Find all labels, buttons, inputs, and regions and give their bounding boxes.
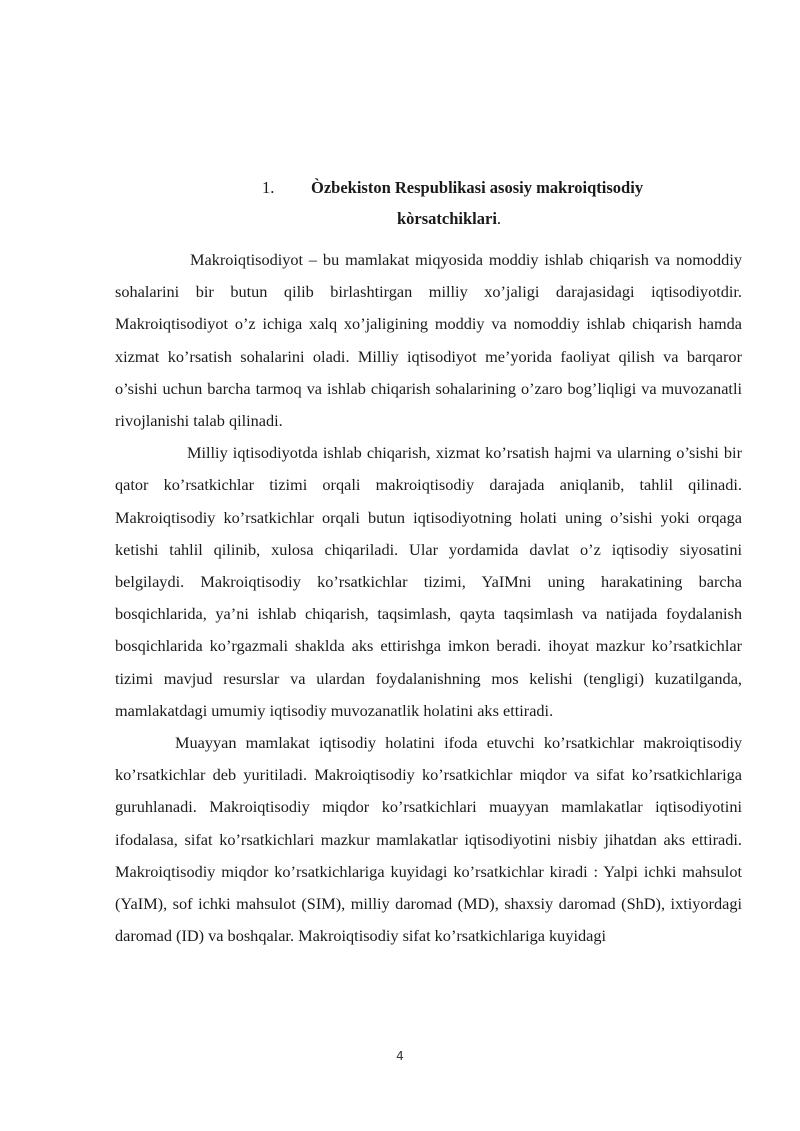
section-title-line2	[397, 203, 501, 234]
page-number: 4	[396, 1049, 404, 1063]
section-title-line2-text: kòrsatchiklari	[397, 209, 497, 228]
section-title-period: .	[496, 209, 502, 228]
paragraph-1: Makroiqtisodiyot – bu mamlakat miqyosida moddiy ishlab chiqarish va nomoddiy sohalarini bir butun qilib birlashtirgan milliy xo’jaligi darajasidagi iqtisodiyotdir. Makroiqtisodiyot o’z ichiga xalq xo’jaligining moddiy va nomoddiy ishlab chiqarish hamda xizmat ko’rsatish sohalarini oladi. Milliy iqtisodiyot me’yorida faoliyat qilish va barqaror o’sishi uchun barcha tarmoq va ishlab chiqarish sohalarining o’zaro bog’liqligi va muvozanatli rivojlanishi talab qilinadi.	[115, 250, 742, 431]
section-number: 1.	[262, 178, 275, 197]
section-title-line1: Òzbekiston Respublikasi asosiy makroiqtisodiy	[311, 178, 644, 197]
paragraph-3: Muayyan mamlakat iqtisodiy holatini ifoda etuvchi ko’rsatkichlar makroiqtisodiy ko’rsatkichlar deb yuritiladi. Makroiqtisodiy ko’rsatkichlar miqdor va sifat ko’rsatkichlariga guruhlanadi. Makroiqtisodiy miqdor ko’rsatkichlari muayyan mamlakatlar iqtisodiyotini ifodalasa, sifat ko’rsatkichlari mazkur mamlakatlar iqtisodiyotini nisbiy jihatdan aks ettiradi. Makroiqtisodiy miqdor ko’rsatkichlariga kuyidagi ko’rsatkichlar kiradi : Yalpi ichki mahsulot (YaIM), sof ichki mahsulot (SIM), milliy daromad (MD), shaxsiy daromad (ShD), ixtiyordagi daromad (ID) va boshqalar. Makroiqtisodiy sifat ko’rsatkichlariga kuyidagi	[115, 733, 742, 946]
paragraph-2: Milliy iqtisodiyotda ishlab chiqarish, xizmat ko’rsatish hajmi va ularning o’sishi bir qator ko’rsatkichlar tizimi orqali makroiqtisodiy darajada aniqlanib, tahlil qilinadi. Makroiqtisodiy ko’rsatkichlar orqali butun iqtisodiyotning holati uning o’sishi yoki orqaga ketishi tahlil qilinib, xulosa chiqariladi. Ular yordamida davlat o’z iqtisodiy siyosatini belgilaydi. Makroiqtisodiy ko’rsatkichlar tizimi, YaIMni uning harakatining barcha bosqichlarida, ya’ni ishlab chiqarish, taqsimlash, qayta taqsimlash va natijada foydalanish bosqichlarida ko’rgazmali shaklda aks ettirishga imkon beradi. ihoyat mazkur ko’rsatkichlar tizimi mavjud resurslar va ulardan foydalanishning mos kelishi (tengligi) kuzatilganda, mamlakatdagi umumiy iqtisodiy muvozanatlik holatini aks ettiradi.	[115, 443, 742, 720]
body-text	[115, 244, 742, 952]
